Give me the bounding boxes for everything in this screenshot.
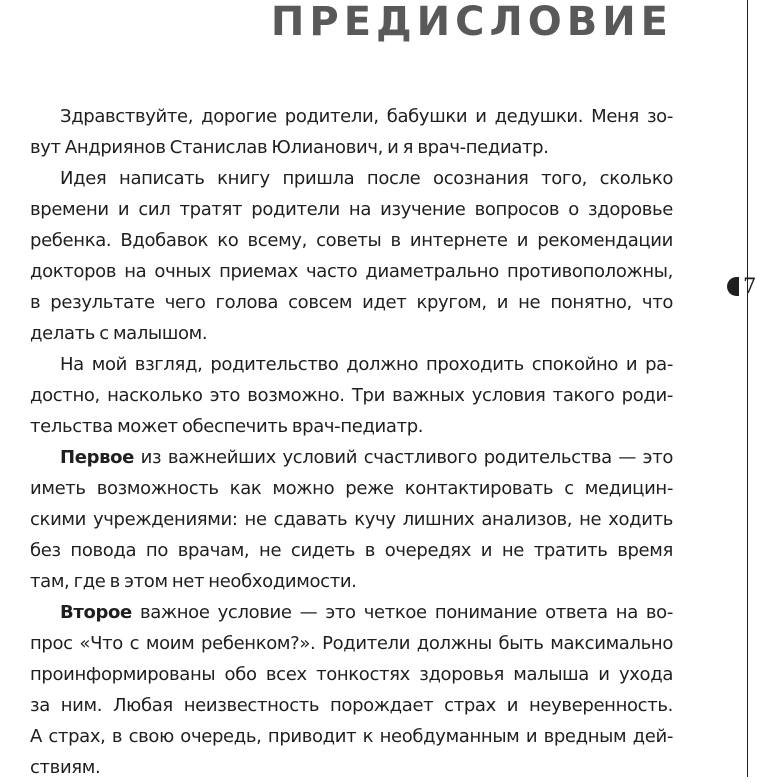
paragraph-greeting [30,101,673,163]
text-line: проинформированы обо всех тонкостях здоровья малыша и ухода [30,664,673,685]
text-line: На мой взгляд, родительство должно проходить спокойно и ра- [60,354,673,375]
paragraph-book-idea [30,163,673,349]
paragraph-first-condition [30,442,673,597]
text-line: за ним. Любая неизвестность порождает страх и неуверенность. [30,695,673,716]
text-line: докторов на очных приемах часто диаметрально противоположны, [30,261,673,282]
page-number: 7 [743,274,757,298]
text-line: достно, насколько это возможно. Три важных условия такого роди- [30,385,673,406]
body-text [30,101,673,783]
text-line: в результате чего голова совсем идет кругом, и не понятно, что [30,292,673,313]
text-fragment: из важнейших условий счастливого родительства — это [134,447,673,468]
text-line [30,442,673,473]
text-line: ствиям. [30,757,101,778]
page-tab-icon [727,277,739,296]
text-line: прос «Что с моим ребенком?». Родители должны быть максимально [30,633,673,654]
text-line [30,597,673,628]
page-edge-rule [747,0,748,777]
text-line: иметь возможность как можно реже контактировать с медицин- [30,478,673,499]
paragraph-parenthood [30,349,673,442]
text-line: скими учреждениями: не сдавать кучу лишних анализов, не ходить [30,509,673,530]
text-line: ребенка. Вдобавок ко всему, советы в интернете и рекомендации [30,230,673,251]
text-line: А страх, в свою очередь, приводит к необдуманным и вредным дей- [30,726,673,747]
text-line: делать с малышом. [30,323,208,344]
text-line: времени и сил тратят родители на изучение вопросов о здоровье [30,199,673,220]
text-line: тельства может обеспечить врач-педиатр. [30,416,424,437]
lead-word: Первое [60,447,135,468]
text-line: там, где в этом нет необходимости. [30,571,357,592]
text-line: вут Андриянов Станислав Юлианович, и я врач-педиатр. [30,137,549,158]
lead-word: Второе [60,602,132,623]
chapter-title: ПРЕДИСЛОВИЕ [270,0,673,45]
text-line: без повода по врачам, не сидеть в очередях и не тратить время [30,540,673,561]
text-line: Идея написать книгу пришла после осознания того, сколько [60,168,673,189]
text-line: Здравствуйте, дорогие родители, бабушки и дедушки. Меня зо- [60,106,673,127]
text-fragment: важное условие — это четкое понимание ответа на во- [131,602,673,623]
paragraph-second-condition [30,597,673,783]
